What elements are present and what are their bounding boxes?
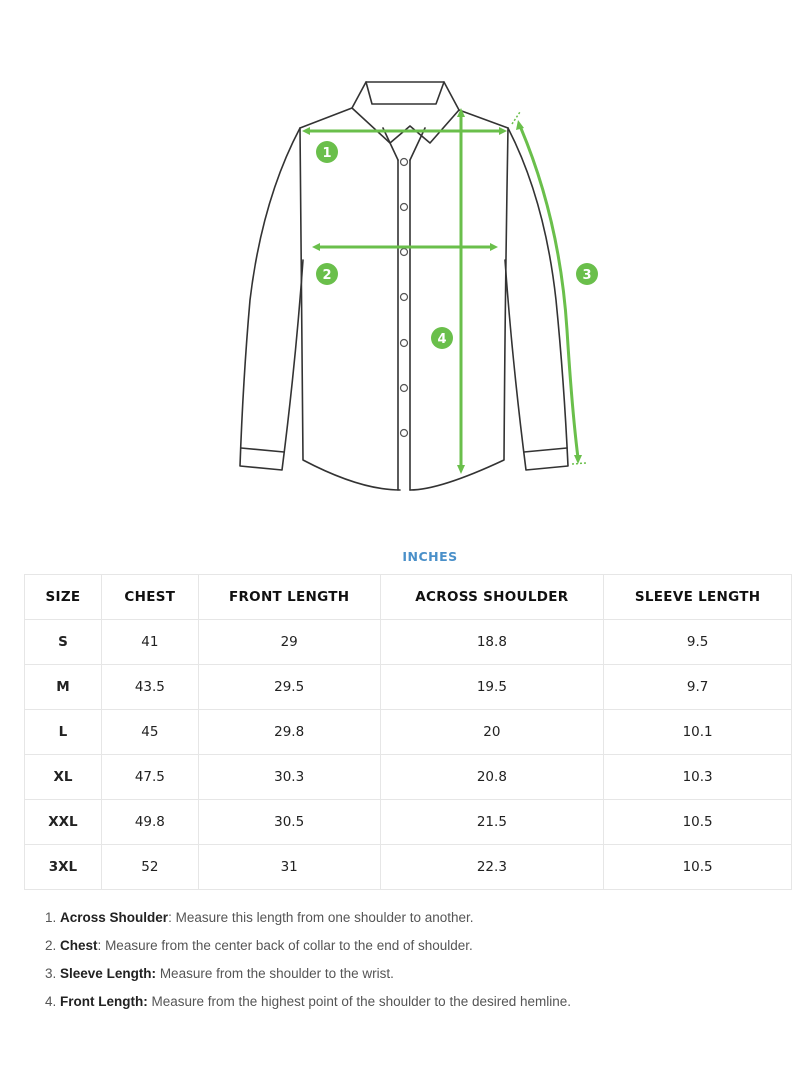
cell-sleeve-length: 10.5 <box>604 845 792 890</box>
note-number: 4. <box>45 994 57 1009</box>
cell-sleeve-length: 10.1 <box>604 710 792 755</box>
cell-front-length: 30.3 <box>198 755 380 800</box>
cell-sleeve-length: 9.5 <box>604 620 792 665</box>
header-across-shoulder: ACROSS SHOULDER <box>380 575 604 620</box>
cell-size: XXL <box>25 800 102 845</box>
note-sep: : <box>97 938 102 953</box>
note-text: Measure from the center back of collar to the end of shoulder. <box>101 938 473 953</box>
note-term: Sleeve Length: <box>60 966 157 981</box>
note-text: Measure this length from one shoulder to another. <box>171 910 474 925</box>
note-front-length <box>45 992 571 1020</box>
note-text: Measure from the highest point of the shoulder to the desired hemline. <box>147 994 572 1009</box>
cell-across-shoulder: 19.5 <box>380 665 604 710</box>
svg-text:2: 2 <box>322 268 332 283</box>
shirt-measurement-diagram <box>0 0 792 520</box>
table-row <box>25 845 792 890</box>
header-size: SIZE <box>25 575 102 620</box>
table-row <box>25 710 792 755</box>
cell-across-shoulder: 18.8 <box>380 620 604 665</box>
cell-chest: 52 <box>101 845 198 890</box>
cell-size: S <box>25 620 102 665</box>
note-sep: : <box>168 910 172 925</box>
note-number: 3. <box>45 966 57 981</box>
cell-front-length: 30.5 <box>198 800 380 845</box>
cell-chest: 43.5 <box>101 665 198 710</box>
shirt-illustration <box>0 0 792 520</box>
cell-size: M <box>25 665 102 710</box>
header-sleeve-length: SLEEVE LENGTH <box>604 575 792 620</box>
marker-3-icon <box>576 263 598 285</box>
cell-front-length: 29.8 <box>198 710 380 755</box>
cell-front-length: 29.5 <box>198 665 380 710</box>
note-across-shoulder <box>45 908 571 936</box>
measurement-notes <box>45 908 571 1020</box>
note-term: Across Shoulder <box>60 910 169 925</box>
note-term: Chest <box>60 938 98 953</box>
cell-chest: 49.8 <box>101 800 198 845</box>
note-number: 2. <box>45 938 57 953</box>
table-row <box>25 620 792 665</box>
cell-across-shoulder: 20 <box>380 710 604 755</box>
cell-sleeve-length: 10.5 <box>604 800 792 845</box>
cell-chest: 45 <box>101 710 198 755</box>
cell-front-length: 31 <box>198 845 380 890</box>
table-row <box>25 800 792 845</box>
size-chart-table <box>24 574 792 890</box>
cell-across-shoulder: 20.8 <box>380 755 604 800</box>
note-number: 1. <box>45 910 57 925</box>
unit-label: INCHES <box>402 549 458 564</box>
note-chest <box>45 936 571 964</box>
header-chest: CHEST <box>101 575 198 620</box>
svg-text:1: 1 <box>322 146 332 161</box>
cell-size: 3XL <box>25 845 102 890</box>
svg-text:4: 4 <box>437 332 447 347</box>
note-term: Front Length: <box>60 994 148 1009</box>
cell-sleeve-length: 9.7 <box>604 665 792 710</box>
cell-chest: 41 <box>101 620 198 665</box>
note-sleeve-length <box>45 964 571 992</box>
table-header-row <box>25 575 792 620</box>
cell-across-shoulder: 21.5 <box>380 800 604 845</box>
cell-sleeve-length: 10.3 <box>604 755 792 800</box>
cell-front-length: 29 <box>198 620 380 665</box>
marker-1-icon <box>316 141 338 163</box>
header-front-length: FRONT LENGTH <box>198 575 380 620</box>
marker-4-icon <box>431 327 453 349</box>
svg-text:3: 3 <box>582 268 592 283</box>
table-row <box>25 755 792 800</box>
note-text: Measure from the shoulder to the wrist. <box>156 966 394 981</box>
cell-size: L <box>25 710 102 755</box>
table-row <box>25 665 792 710</box>
cell-chest: 47.5 <box>101 755 198 800</box>
marker-2-icon <box>316 263 338 285</box>
cell-size: XL <box>25 755 102 800</box>
cell-across-shoulder: 22.3 <box>380 845 604 890</box>
